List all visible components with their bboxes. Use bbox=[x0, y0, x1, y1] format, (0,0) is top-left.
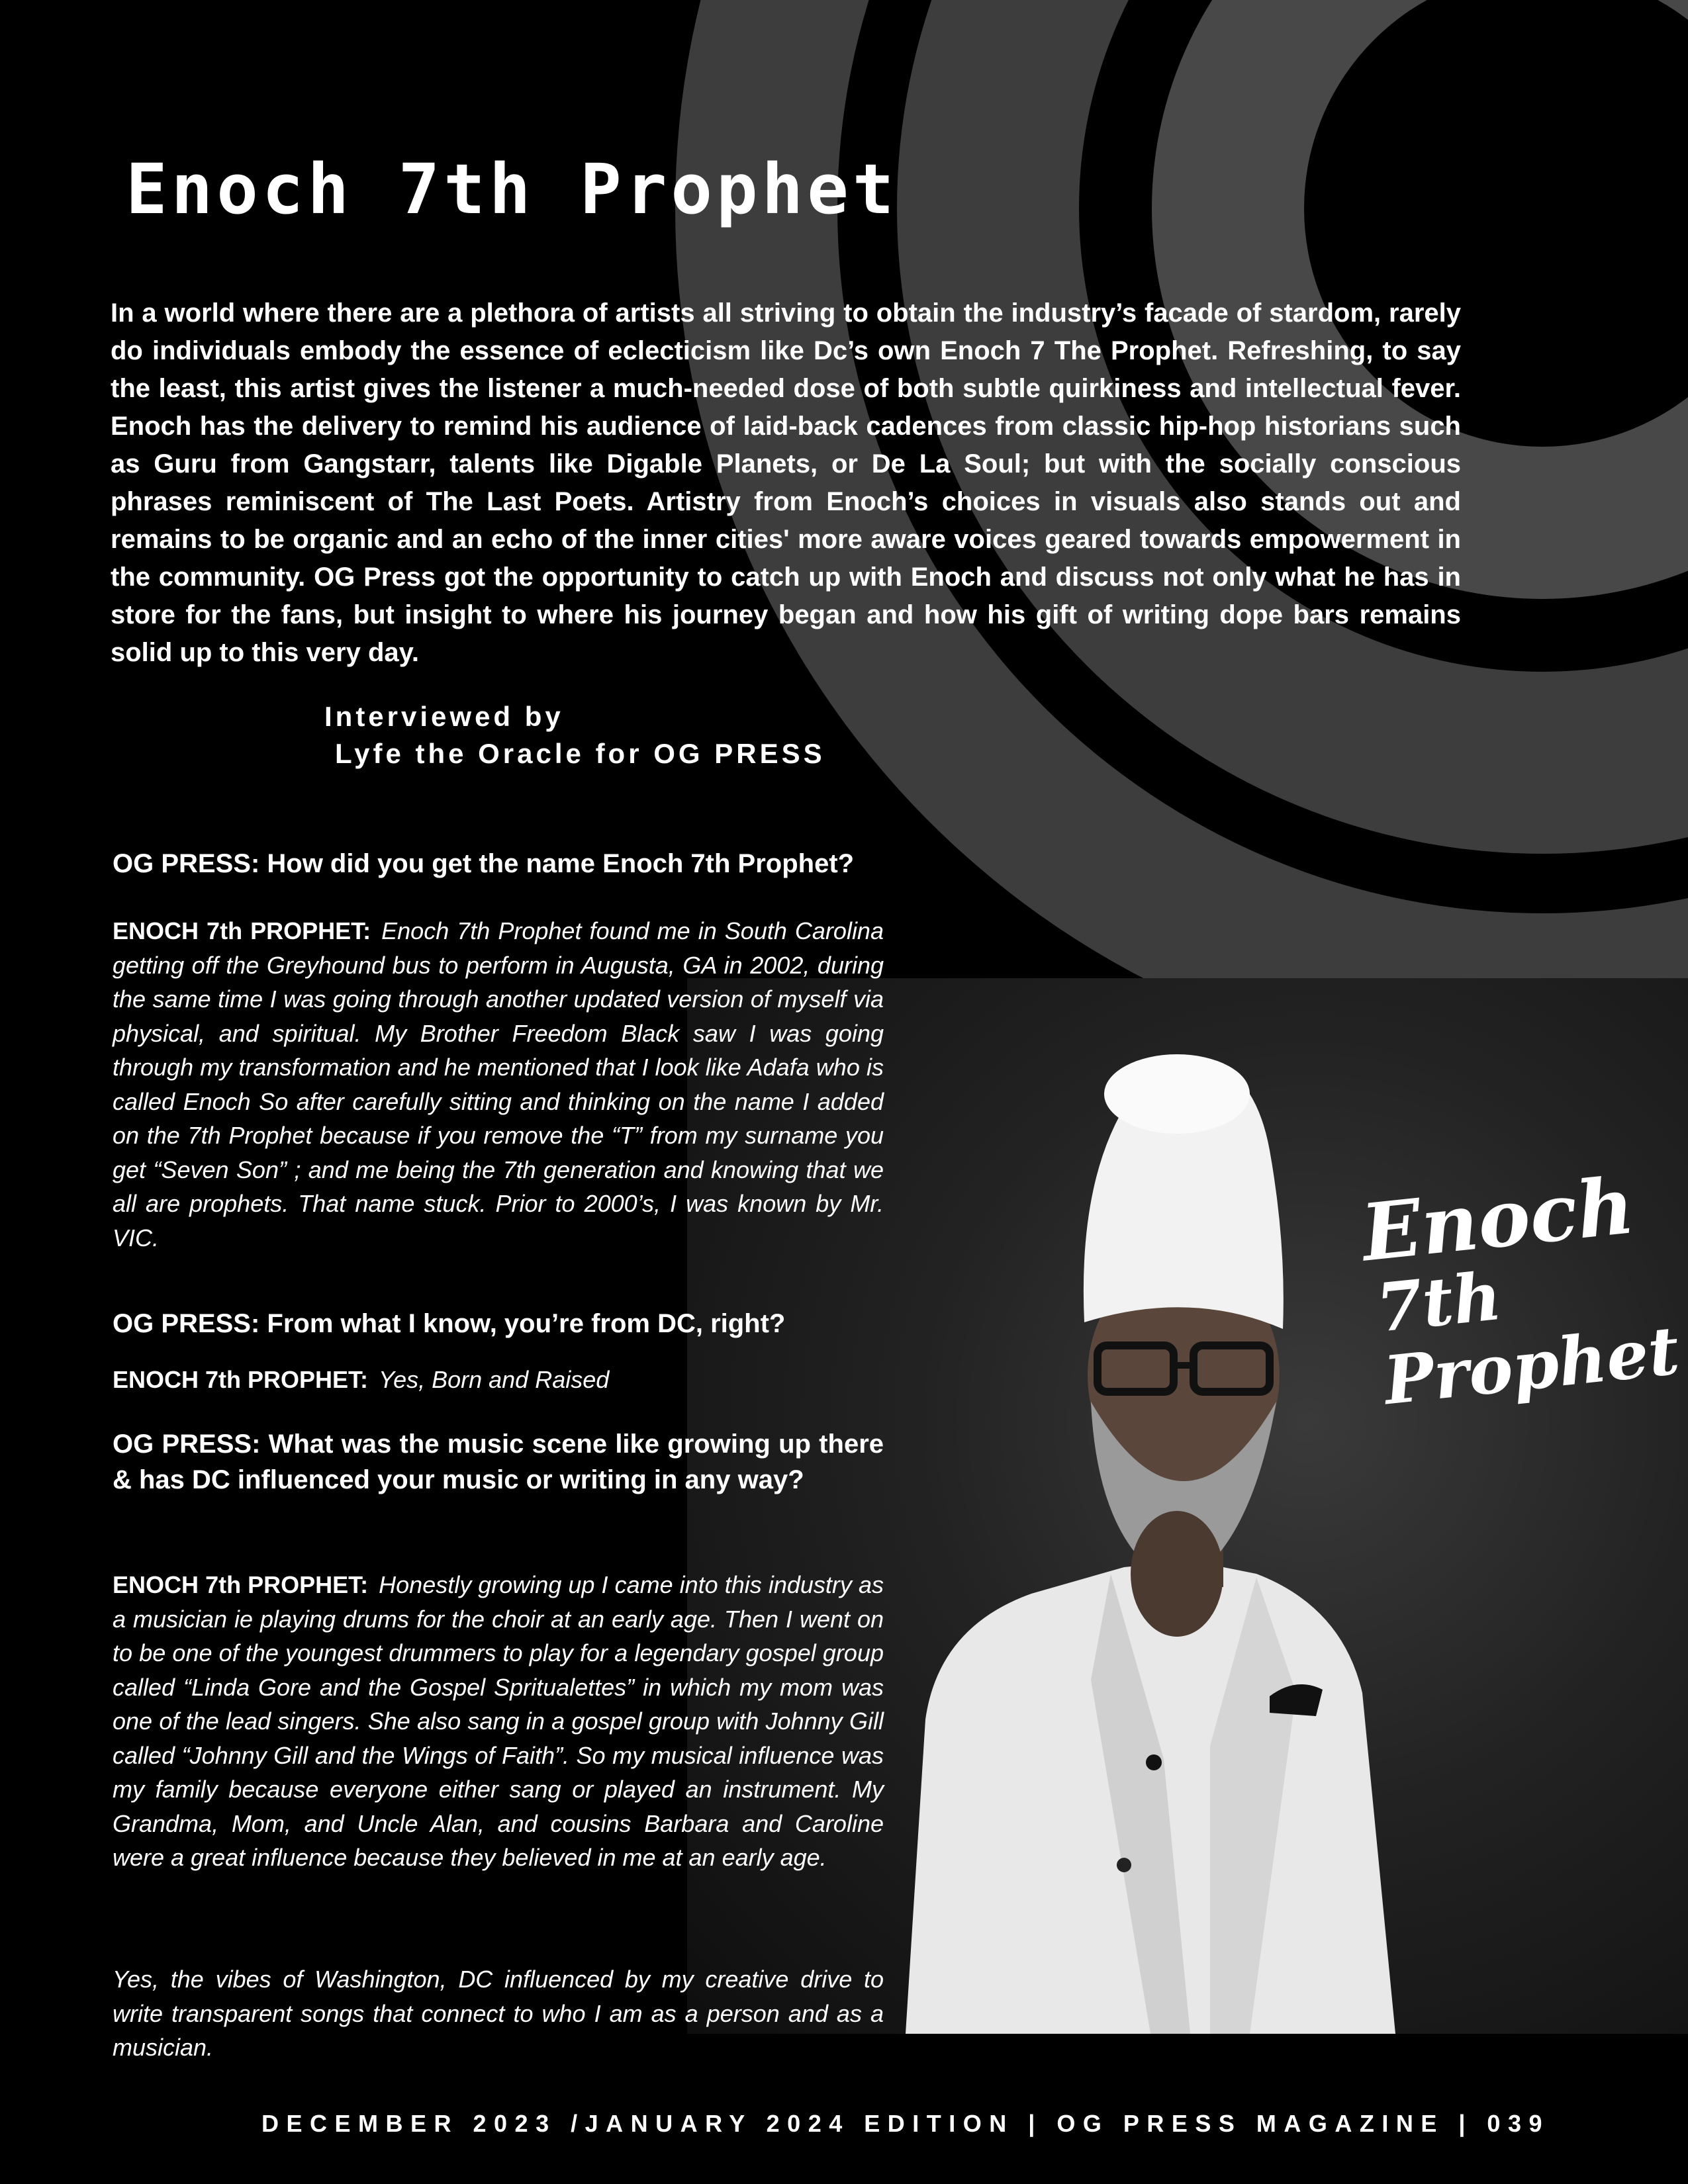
byline-line-1: Interviewed by bbox=[324, 701, 564, 732]
signature bbox=[1358, 1161, 1688, 1418]
answer-3 bbox=[113, 1569, 884, 1876]
signature-line-1: Enoch bbox=[1357, 1159, 1638, 1279]
byline bbox=[324, 698, 825, 772]
answer-1 bbox=[113, 915, 884, 1255]
question-3: OG PRESS: What was the music scene like growing up there & has DC influenced your music or writing in any way? bbox=[113, 1430, 884, 1494]
answer-2-text: Yes, Born and Raised bbox=[379, 1366, 610, 1393]
answer-2-label: ENOCH 7th PROPHET: bbox=[113, 1366, 369, 1393]
answer-3-text: Honestly growing up I came into this industry as a musician ie playing drums for the choir at an early age. Then I went on to be one of the youngest drummers to play for a legendary gospel group called “Linda Gore and the Gospel Spritualettes” in which my mom was one of the lead singers. She also sang in a gospel group with Johnny Gill called “Johnny Gill and the Wings of Faith”. So my musical influence was my family because everyone either sang or played an instrument. My Grandma, Mom, and Uncle Alan, and cousins Barbara and Caroline were a great influence because they believed in me at an early age. bbox=[113, 1571, 884, 1871]
answer-3-continued bbox=[113, 1963, 884, 2066]
answer-2 bbox=[113, 1363, 884, 1398]
answer-3-text-2: Yes, the vibes of Washington, DC influenced by my creative drive to write transparent songs that connect to who I am as a person and as a musician. bbox=[113, 1966, 884, 2061]
answer-3-label: ENOCH 7th PROPHET: bbox=[113, 1571, 369, 1598]
answer-1-label: ENOCH 7th PROPHET: bbox=[113, 917, 371, 944]
intro-paragraph: In a world where there are a plethora of artists all striving to obtain the industry’s facade of stardom, rarely do individuals embody the essence of eclecticism like Dc’s own Enoch 7 The Prophet. Refreshing, to say the least, this artist gives the listener a much-needed dose of both subtle quirkiness and intellectual fever. Enoch has the delivery to remind his audience of laid-back cadences from classic hip-hop historians such as Guru from Gangstarr, talents like Digable Planets, or De La Soul; but with the socially conscious phrases reminiscent of The Last Poets. Artistry from Enoch’s choices in visuals also stands out and remains to be organic and an echo of the inner cities' more aware voices geared towards empowerment in the community. OG Press got the opportunity to catch up with Enoch and discuss not only what he has in store for the fans, but insight to where his journey began and how his gift of writing dope bars remains solid up to this very day. bbox=[111, 298, 1461, 667]
answer-1-text: Enoch 7th Prophet found me in South Carolina getting off the Greyhound bus to perform in Augusta, GA in 2002, during the same time I was going through another updated version of myself via physical, and spiritual. My Brother Freedom Black saw I was going through my transformation and he mentioned that I look like Adafa who is called Enoch So after carefully sitting and thinking on the name I added on the 7th Prophet because if you remove the “T” from my surname you get “Seven Son” ; and me being the 7th generation and knowing that we all are prophets. That name stuck. Prior to 2000’s, I was known by Mr. VIC. bbox=[113, 917, 884, 1251]
signature-line-2: 7th Prophet bbox=[1372, 1256, 1683, 1420]
question-1: OG PRESS: How did you get the name Enoch 7th Prophet? bbox=[113, 849, 855, 878]
byline-line-2: Lyfe the Oracle for OG PRESS bbox=[335, 738, 825, 769]
page-footer: DECEMBER 2023 /JANUARY 2024 EDITION | OG PRESS MAGAZINE | 039 bbox=[261, 2110, 1550, 2137]
article-title: Enoch 7th Prophet bbox=[126, 149, 898, 230]
question-2: OG PRESS: From what I know, you’re from DC, right? bbox=[113, 1309, 786, 1338]
